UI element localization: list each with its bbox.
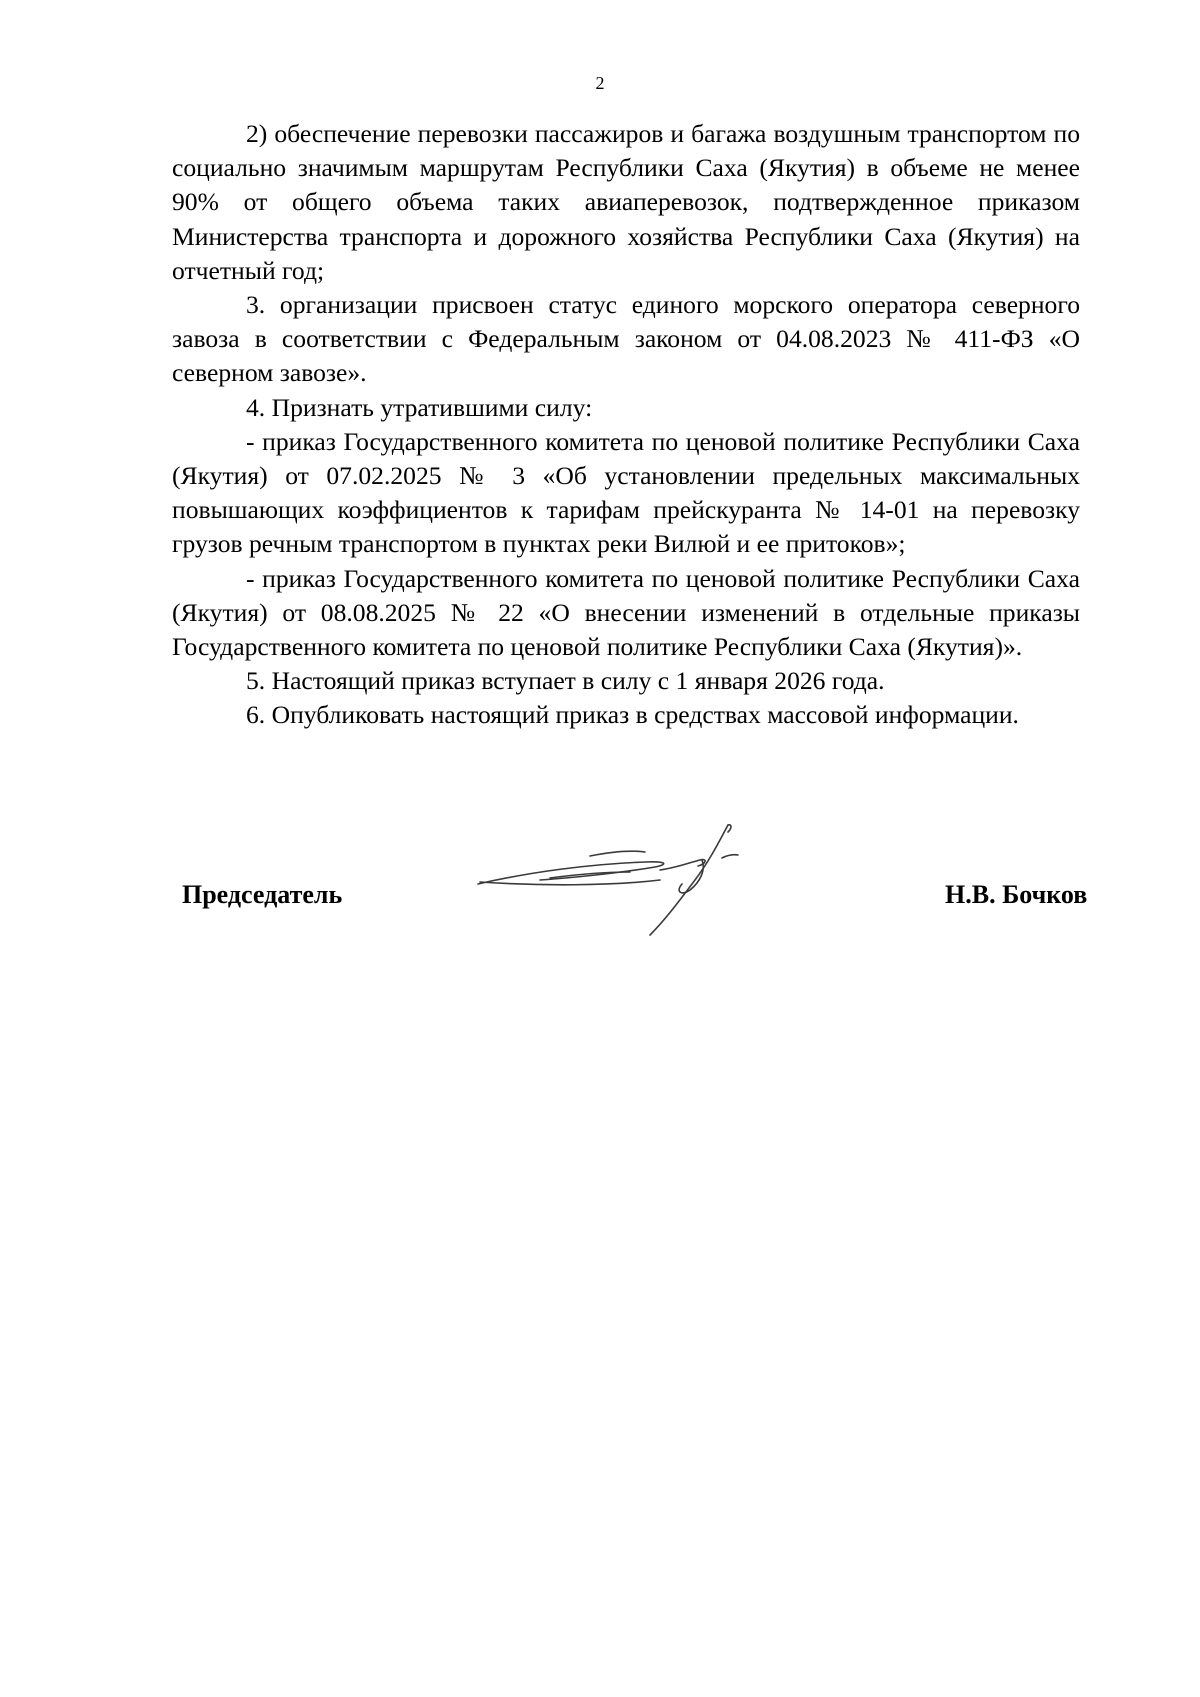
repealed-order-2: - приказ Государственного комитета по ценовой политике Республики Саха (Якутия) от 08.08.2025 № 22 «О внесении изменений в отдельные приказы Государственного комитета по ценовой политике Республики Саха (Якутия)».	[172, 563, 1080, 662]
paragraph-item-6: 6. Опубликовать настоящий приказ в средствах массовой информации.	[246, 700, 1019, 730]
signatory-name: Н.В. Бочков	[945, 880, 1088, 909]
signature-block	[0, 820, 1200, 940]
paragraph-item-5: 5. Настоящий приказ вступает в силу с 1 января 2026 года.	[246, 666, 885, 696]
page-number: 2	[595, 73, 605, 93]
document-body	[172, 117, 1080, 733]
handwritten-signature-icon	[470, 820, 790, 940]
paragraph-item-4: 4. Признать утратившими силу:	[246, 392, 593, 422]
paragraph-item-3: 3. организации присвоен статус единого морского оператора северного завоза в соответствии с Федеральным законом от 04.08.2023 № 411-ФЗ «О северном завозе».	[172, 290, 1080, 388]
repealed-order-1: - приказ Государственного комитета по ценовой политике Республики Саха (Якутия) от 07.02.2025 № 3 «Об установлении предельных максимальных повышающих коэффициентов к тарифам прейскуранта № 14-01 на перевозку грузов речным транспортом в пунктах реки Вилюй и ее притоков»;	[172, 426, 1080, 559]
signatory-title: Председатель	[182, 880, 343, 909]
paragraph-item-2: 2) обеспечение перевозки пассажиров и багажа воздушным транспортом по социально значимым маршрутам Республики Саха (Якутия) в объеме не менее 90% от общего объема таких авиаперевозок, подтвержденное приказом Министерства транспорта и дорожного хозяйства Республики Саха (Якутия) на отчетный год;	[172, 119, 1080, 285]
